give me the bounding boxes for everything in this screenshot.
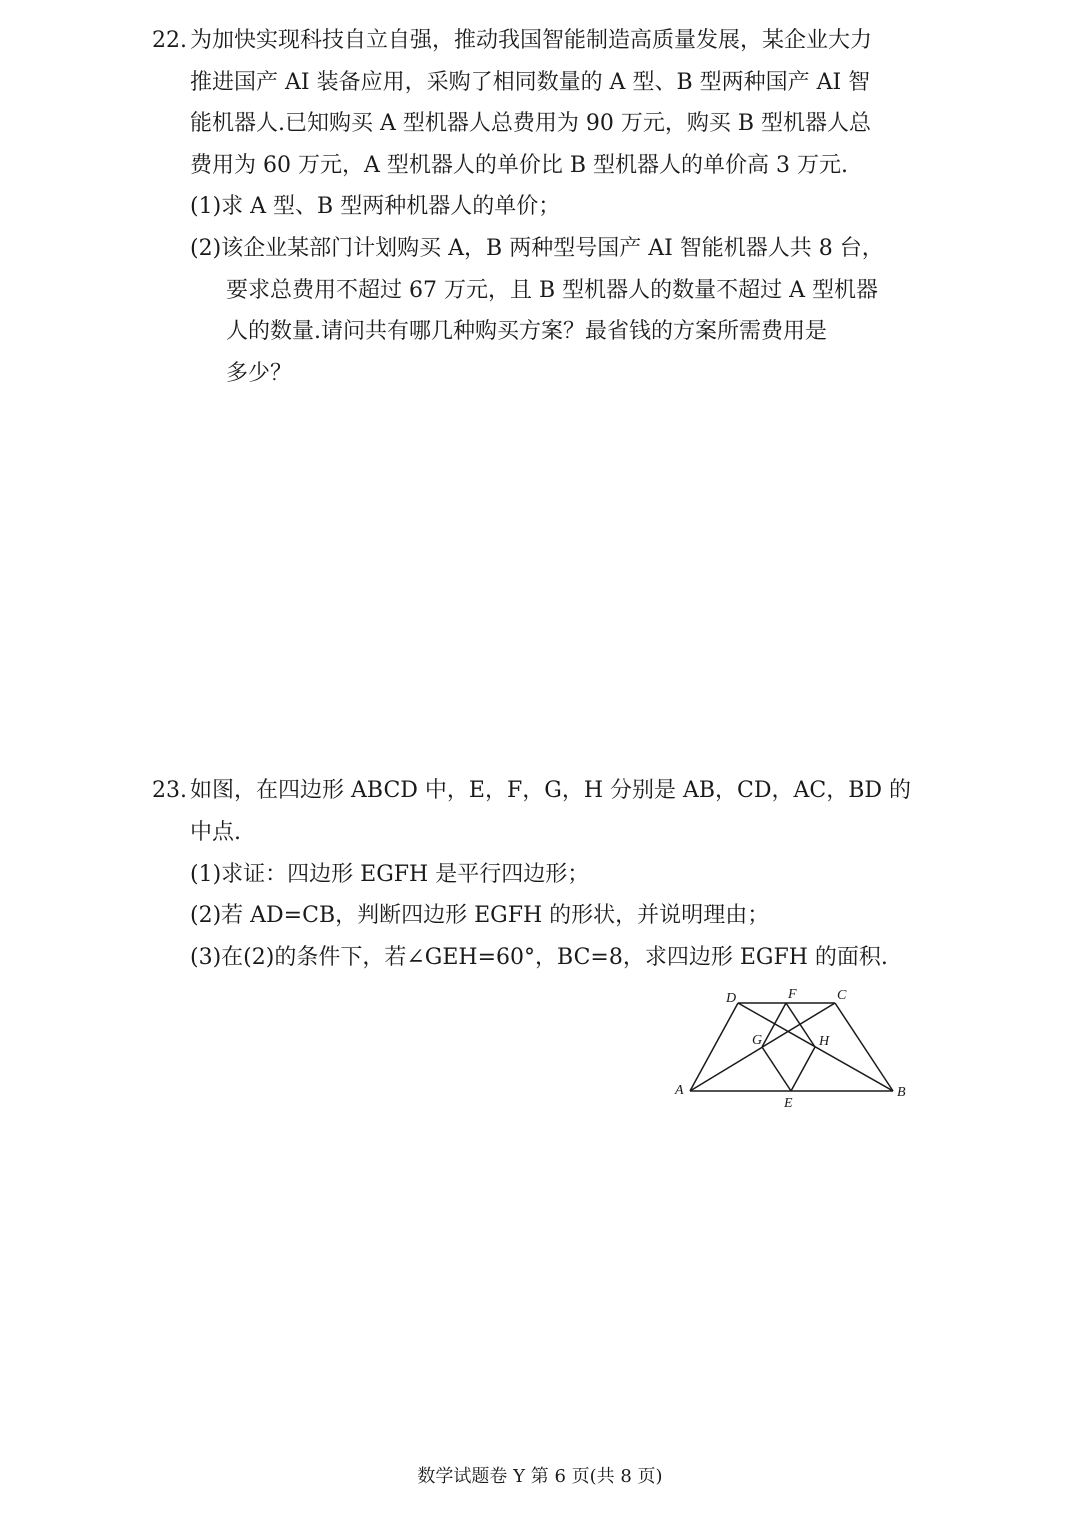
sub-question-2-line: 多少？ — [226, 361, 293, 386]
point-label-a: A — [675, 1083, 684, 1098]
point-label-f: F — [788, 987, 797, 1002]
side-bc — [835, 1003, 893, 1091]
segment-eg — [762, 1047, 791, 1091]
page-footer: 数学试题卷 Y 第 6 页(共 8 页) — [417, 1466, 663, 1487]
question-text-line: 能机器人.已知购买 A 型机器人总费用为 90 万元，购买 B 型机器人总 — [190, 111, 872, 136]
question-text-line: 中点. — [190, 820, 241, 845]
sub-question-2: (2)该企业某部门计划购买 A，B 两种型号国产 AI 智能机器人共 8 台， — [190, 236, 884, 261]
segment-fh — [786, 1003, 815, 1047]
question-text-line: 费用为 60 万元，A 型机器人的单价比 B 型机器人的单价高 3 万元. — [190, 153, 848, 178]
segment-he — [791, 1047, 815, 1091]
point-label-d: D — [726, 991, 737, 1006]
sub-question-1: (1)求证：四边形 EGFH 是平行四边形； — [190, 862, 590, 887]
question-number: 22. — [152, 28, 187, 53]
point-label-g: G — [752, 1033, 763, 1048]
point-label-b: B — [897, 1085, 906, 1100]
question-text-line: 推进国产 AI 装备应用，采购了相同数量的 A 型、B 型两种国产 AI 智 — [190, 70, 871, 95]
question-number: 23. — [152, 778, 187, 803]
sub-question-1: (1)求 A 型、B 型两种机器人的单价； — [190, 194, 561, 219]
sub-question-3: (3)在(2)的条件下，若∠GEH=60°，BC=8，求四边形 EGFH 的面积. — [190, 945, 888, 970]
question-text-line: 如图，在四边形 ABCD 中，E，F，G，H 分别是 AB，CD，AC，BD 的 — [190, 778, 912, 803]
point-label-e: E — [784, 1096, 793, 1111]
point-label-h: H — [819, 1034, 830, 1049]
sub-question-2-line: 要求总费用不超过 67 万元，且 B 型机器人的数量不超过 A 型机器 — [226, 278, 879, 303]
point-label-c: C — [837, 988, 847, 1003]
sub-question-2: (2)若 AD=CB，判断四边形 EGFH 的形状，并说明理由； — [190, 903, 770, 928]
sub-question-2-line: 人的数量.请问共有哪几种购买方案？最省钱的方案所需费用是 — [226, 319, 827, 344]
side-da — [690, 1003, 738, 1091]
question-text-line: 为加快实现科技自立自强，推动我国智能制造高质量发展，某企业大力 — [190, 28, 873, 53]
